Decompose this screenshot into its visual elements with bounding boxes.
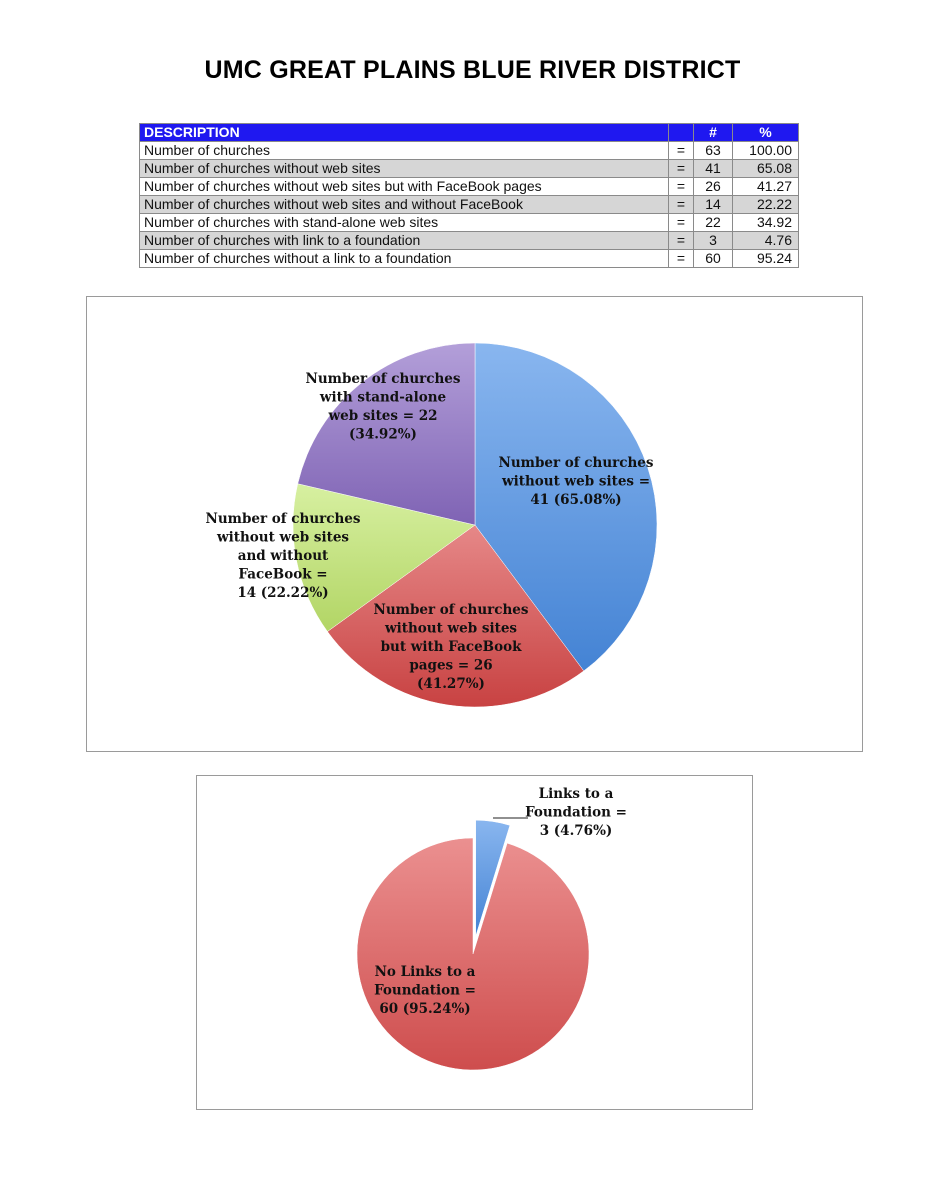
pie-chart-websites	[86, 296, 863, 752]
table-row	[140, 160, 799, 178]
table-row	[140, 196, 799, 214]
pie-slice-1	[357, 838, 589, 1070]
row-percent: 65.08	[733, 160, 799, 178]
pie-chart-foundation	[196, 775, 753, 1110]
row-eq: =	[669, 214, 694, 232]
pie-chart-websites-svg	[87, 297, 862, 751]
row-eq: =	[669, 196, 694, 214]
row-count: 41	[694, 160, 733, 178]
row-eq: =	[669, 142, 694, 160]
row-count: 3	[694, 232, 733, 250]
summary-table	[139, 123, 799, 268]
row-eq: =	[669, 232, 694, 250]
row-percent: 41.27	[733, 178, 799, 196]
row-eq: =	[669, 250, 694, 268]
table-row	[140, 232, 799, 250]
row-eq: =	[669, 178, 694, 196]
header-count: #	[694, 124, 733, 142]
header-percent: %	[733, 124, 799, 142]
row-count: 60	[694, 250, 733, 268]
row-count: 63	[694, 142, 733, 160]
pie-data-label-0: Links to a Foundation = 3 (4.76%)	[525, 786, 627, 839]
pie-data-label-3: Number of churches with stand-alone web sites = 22 (34.92%)	[305, 371, 461, 443]
row-count: 26	[694, 178, 733, 196]
pie-data-label-0: Number of churches without web sites = 41 (65.08%)	[498, 455, 654, 508]
page-title: UMC GREAT PLAINS BLUE RIVER DISTRICT	[204, 56, 741, 84]
table-row	[140, 214, 799, 232]
row-percent: 34.92	[733, 214, 799, 232]
pie-chart-foundation-svg	[197, 776, 752, 1109]
row-count: 22	[694, 214, 733, 232]
row-description: Number of churches without web sites	[140, 160, 669, 178]
row-percent: 22.22	[733, 196, 799, 214]
row-description: Number of churches without a link to a foundation	[140, 250, 669, 268]
row-percent: 100.00	[733, 142, 799, 160]
row-percent: 4.76	[733, 232, 799, 250]
row-count: 14	[694, 196, 733, 214]
row-description: Number of churches with stand-alone web sites	[140, 214, 669, 232]
row-description: Number of churches	[140, 142, 669, 160]
row-description: Number of churches without web sites and without FaceBook	[140, 196, 669, 214]
table-header-row	[140, 124, 799, 142]
pie-data-label-2: Number of churches without web sites and without FaceBook = 14 (22.22%)	[205, 511, 361, 601]
pie-data-label-1: Number of churches without web sites but with FaceBook pages = 26 (41.27%)	[373, 602, 529, 692]
table-row	[140, 250, 799, 268]
header-eq	[669, 124, 694, 142]
row-description: Number of churches without web sites but with FaceBook pages	[140, 178, 669, 196]
row-eq: =	[669, 160, 694, 178]
pie-data-label-1: No Links to a Foundation = 60 (95.24%)	[374, 964, 476, 1017]
table-row	[140, 142, 799, 160]
row-description: Number of churches with link to a foundation	[140, 232, 669, 250]
table-row	[140, 178, 799, 196]
header-description: DESCRIPTION	[140, 124, 669, 142]
row-percent: 95.24	[733, 250, 799, 268]
